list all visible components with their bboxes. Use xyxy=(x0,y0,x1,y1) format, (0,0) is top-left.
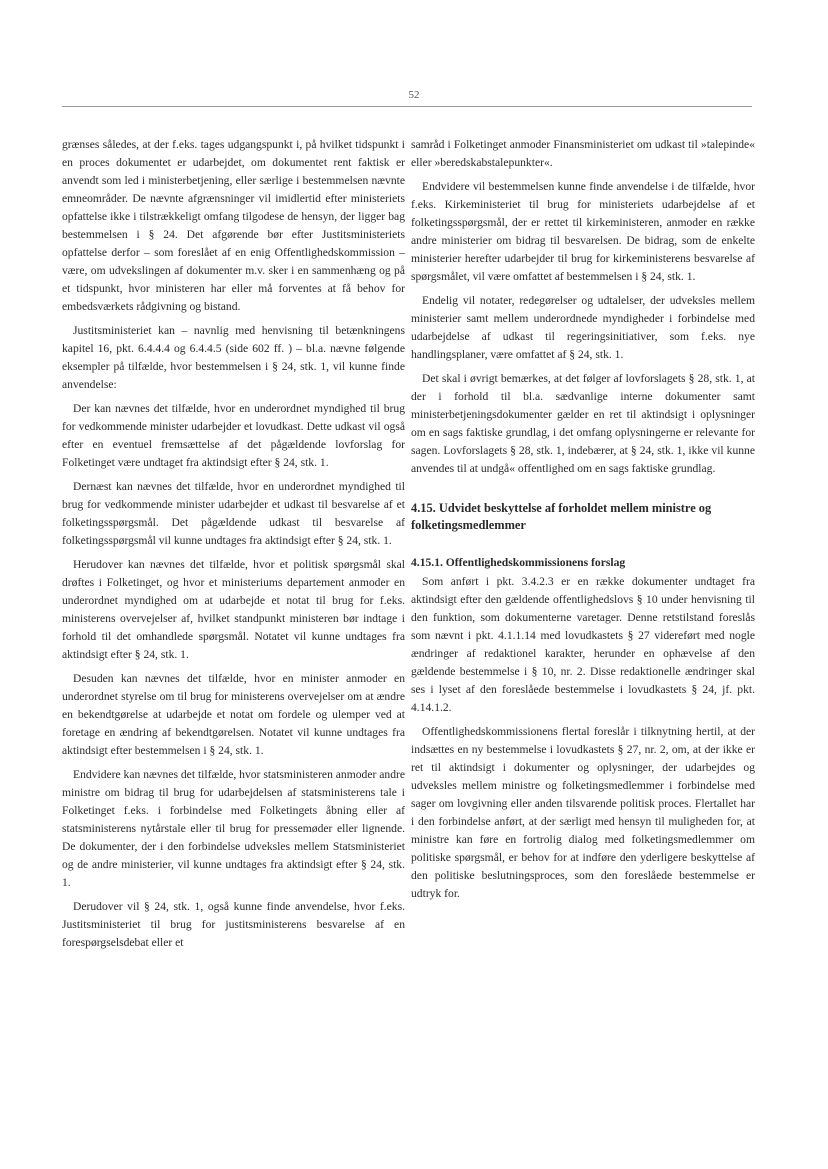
paragraph: samråd i Folketinget anmoder Finansministeriet om udkast til »talepinde« eller »beredskabstalepunkter«. xyxy=(411,138,755,169)
header-rule xyxy=(62,106,752,107)
paragraph: Endelig vil notater, redegørelser og udtalelser, der udveksles mellem ministerier samt mellem underordnede myndigheder i forbindelse med udarbejdelse af udkast til regeringsinitiativer, som f.eks. nye handlingsplaner, være omfattet af § 24, stk. 1. xyxy=(411,294,755,361)
paragraph: Som anført i pkt. 3.4.2.3 er en række dokumenter undtaget fra aktindsigt efter den gældende offentlighedslovs § 10 under henvisning til den funktion, som dokumenterne varetager. Denne retstilstand foreslås som nævnt i pkt. 4.1.1.14 med lovudkastets § 27 videreført med nogle ændringer af redaktionel karakter, herunder en ophævelse af den gældende bestemmelse i § 10, nr. 2. Disse redaktionelle ændringer skal ses i lyset af den foreslåede bestemmelse i lovudkastets § 24, jf. pkt. 4.14.1.2. xyxy=(411,575,755,714)
right-column xyxy=(411,136,755,909)
paragraph: Offentlighedskommissionens flertal foreslår i tilknytning hertil, at der indsættes en ny bestemmelse i lovudkastets § 27, nr. 2, om, at der ikke er ret til aktindsigt i dokumenter og oplysninger, der udarbejdes og udveksles mellem ministre og folketingsmedlemmer i forbindelse med sager om lovgivning eller anden tilsvarende politisk proces. Flertallet har i den forbindelse anført, at der særligt med hensyn til muligheden for, at ministre kan føre en fortrolig dialog med folketingsmedlemmer om politiske spørgsmål, er behov for at indføre den yderligere beskyttelse af den politiske beslutningsproces, som den foreslåede bestemmelse er udtryk for. xyxy=(411,725,755,900)
paragraph: grænses således, at der f.eks. tages udgangspunkt i, på hvilket tidspunkt i en proces dokumentet er udarbejdet, om dokumentet rent faktisk er anvendt som led i ministerbetjening, eller særlige i bestemmelsen nævnte emneområder. De nævnte afgrænsninger vil imidlertid efter ministeriets opfattelse ikke i tilstrækkeligt omfang tilgodese de hensyn, der ligger bag bestemmelsen i § 24. Det afgørende bør efter Justitsministeriets opfattelse derfor – som foreslået af en enig Offentlighedskommission – være, om udvekslingen af dokumenter m.v. sker i en sammenhæng og på et tidspunkt, hvor ministeren har eller må forventes at få behov for embedsværkets rådgivning og bistand. xyxy=(62,138,405,313)
paragraph: Endvidere vil bestemmelsen kunne finde anvendelse i de tilfælde, hvor f.eks. Kirkeministeriet til brug for ministeriets udarbejdelse af et folketingsspørgsmål, der er rettet til kirkeministeren, anmoder en række andre ministerier om bidrag til besvarelsen. De bidrag, som de enkelte ministerier herefter udarbejder til brug for kirkeministerens besvarelse af spørgsmålet, vil være omfattet af bestemmelsen i § 24, stk. 1. xyxy=(411,180,755,283)
paragraph: Det skal i øvrigt bemærkes, at det følger af lovforslagets § 28, stk. 1, at der i forhold til bl.a. sædvanlige interne dokumenter samt ministerbetjeningsdokumenter gælder en ret til aktindsigt i oplysninger om en sags faktiske grundlag, i det omfang oplysningerne er relevante for sagen. Lovforslagets § 28, stk. 1, indebærer, at § 24, stk. 1, ikke vil kunne anvendes til at undgå« offentlighed om en sags faktiske grundlag. xyxy=(411,372,755,475)
paragraph: Herudover kan nævnes det tilfælde, hvor et politisk spørgsmål skal drøftes i Folketinget, og hvor et ministeriums departement anmoder en underordnet myndighed om at udarbejde et notat til brug for f.eks. ministerens overvejelser af, hvilket standpunkt ministeren bør indtage i forhold til det omhandlede spørgsmål. Notatet vil kunne undtages fra aktindsigt efter § 24, stk. 1. xyxy=(62,558,405,661)
paragraph: Der kan nævnes det tilfælde, hvor en underordnet myndighed til brug for vedkommende minister udarbejder et lovudkast. Dette udkast vil også efter en eventuel fremsættelse af det pågældende lovforslag for Folketinget være undtaget fra aktindsigt efter § 24, stk. 1. xyxy=(62,402,405,469)
paragraph: Dernæst kan nævnes det tilfælde, hvor en underordnet myndighed til brug for vedkommende minister udarbejder et udkast til besvarelse af et folketingsspørgsmål. Det pågældende udkast til besvarelse af folketingsspørgsmål vil kunne undtages fra aktindsigt efter § 24, stk. 1. xyxy=(62,480,405,547)
paragraph: Justitsministeriet kan – navnlig med henvisning til betænkningens kapitel 16, pkt. 6.4.4.4 og 6.4.4.5 (side 602 ff. ) – bl.a. nævne følgende eksempler på tilfælde, hvor bestemmelsen i § 24, stk. 1, vil kunne finde anvendelse: xyxy=(62,324,405,391)
paragraph: Desuden kan nævnes det tilfælde, hvor en minister anmoder en underordnet styrelse om til brug for ministerens overvejelser om at ændre en bekendtgørelse at udarbejde et notat om fordele og ulemper ved at foretage en ændring af bekendtgørelsen. Notatet vil kunne undtages fra aktindsigt efter bestemmelsen i § 24, stk. 1. xyxy=(62,672,405,757)
paragraph: Endvidere kan nævnes det tilfælde, hvor statsministeren anmoder andre ministre om bidrag til brug for udarbejdelsen af statsministerens tale i Folketinget f.eks. i forbindelse med Folketingets åbning eller af statsministerens nytårstale eller til brug for pressemøder eller lignende. De dokumenter, der i den forbindelse udveksles mellem Statsministeriet og de andre ministerier, vil kunne undtages fra aktindsigt efter § 24, stk. 1. xyxy=(62,768,405,889)
paragraph: Derudover vil § 24, stk. 1, også kunne finde anvendelse, hvor f.eks. Justitsministeriet til brug for justitsministerens besvarelse af en forespørgselsdebat eller et xyxy=(62,900,405,949)
subsection-heading: 4.15.1. Offentlighedskommissionens forslag xyxy=(411,556,626,569)
left-column xyxy=(62,136,405,958)
page-number: 52 xyxy=(408,89,420,101)
section-heading: 4.15. Udvidet beskyttelse af forholdet mellem ministre og folketingsmedlemmer xyxy=(411,501,712,532)
